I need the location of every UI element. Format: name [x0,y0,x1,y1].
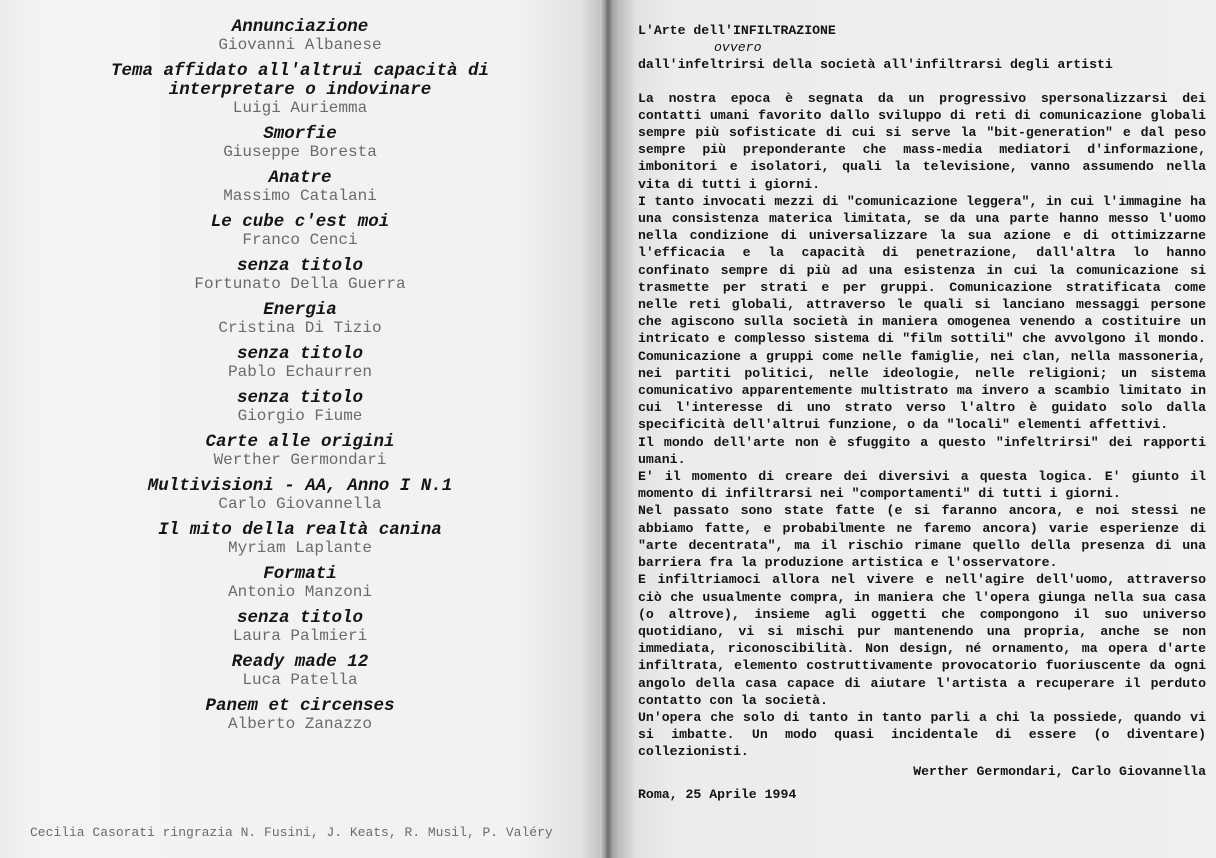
work-entry [60,257,540,293]
work-title: senza titolo [236,344,364,364]
work-title: Le cube c'est moi [210,212,390,232]
work-title: Smorfie [263,124,337,144]
essay-paragraph: E' il momento di creare dei diversivi a questa logica. E' giunto il momento di infiltrarsi nei "comportamenti" di tutti i giorni. [638,469,1206,502]
work-entry [60,609,540,645]
essay [638,22,1206,803]
essay-signature: Werther Germondari, Carlo Giovannella [913,763,1206,779]
work-entry [60,433,540,469]
work-title: Multivisioni - AA, Anno I N.1 [147,476,453,496]
work-title: Anatre [268,168,332,188]
work-title: senza titolo [236,608,364,628]
work-title: Il mito della realtà canina [158,520,442,540]
essay-title: L'Arte dell'INFILTRAZIONE [638,23,836,38]
works-list [60,18,540,741]
work-title: Annunciazione [231,17,369,37]
essay-paragraph: I tanto invocati mezzi di "comunicazione leggera", in cui l'immagine ha una consistenza materica limitata, se da una parte hanno messo l'uomo nella condizione di universalizzare la sua azione e di ottimizzarne l'efficacia e la capacità di penetrazione, dall'altra lo hanno confinato sempre di più ad una esistenza in cui la comunicazione si trasmette per strati e per gruppi. Comunicazione stratificata come nelle reti globali, attraverso le quali si lanciano messaggi persone che agiscono sulla società in maniera omogenea venendo a costituire un intricato e complesso sistema di "film sottili" che avvolgono il mondo. Comunicazione a gruppi come nelle famiglie, nei clan, nella massoneria, nei partiti politici, nelle ideologie, nelle religioni; un sistema comunicativo apparentemente multistrato ma invero a scambio limitato in cui l'interesse di uno strato verso l'altro è guidato solo dalla specificità dell'altrui funzione, o da "locali" elementi affettivi. [638,193,1206,433]
work-entry [60,389,540,425]
work-entry [60,345,540,381]
essay-paragraph: Nel passato sono state fatte (e si faranno ancora, e noi stessi ne abbiamo fatte, e probabilmente ne faremo ancora) varie esperienze di "arte decentrata", ma il rischio rimane quello della presenza di una barriera fra la produzione artistica e l'osservatore. [638,503,1206,571]
essay-paragraph: Il mondo dell'arte non è sfuggito a questo "infeltrirsi" dei rapporti umani. [638,434,1206,467]
work-author: Laura Palmieri [232,627,368,645]
work-author: Luigi Auriemma [232,99,368,117]
left-page [0,0,606,858]
work-author: Franco Cenci [242,231,358,249]
essay-paragraph: La nostra epoca è segnata da un progressivo spersonalizzarsi dei contatti umani favorito dallo sviluppo di reti di comunicazione globali sempre più sofisticate di cui si serve la "bit-generation" e dal peso sempre più preponderante che mass-media mediatori d'informazione, imbonitori e isolatori, quali la televisione, vanno assumendo nella vita di tutti i giorni. [638,90,1206,192]
work-entry [60,477,540,513]
work-entry [60,521,540,557]
work-entry [60,125,540,161]
work-author: Alberto Zanazzo [227,715,373,733]
work-title: Carte alle origini [205,432,395,452]
work-author: Fortunato Della Guerra [194,275,406,293]
essay-paragraph: Un'opera che solo di tanto in tanto parli a chi la possiede, quando vi si imbatte. Un modo quasi incidentale di essere (o diventare) collezionisti. [638,709,1206,760]
work-entry [60,653,540,689]
acknowledgements: Cecilia Casorati ringrazia N. Fusini, J. Keats, R. Musil, P. Valéry [30,825,553,840]
work-title: senza titolo [236,388,364,408]
work-author: Cristina Di Tizio [218,319,382,337]
work-entry [60,565,540,601]
work-entry [60,169,540,205]
book-gutter [600,0,614,858]
work-entry [60,301,540,337]
work-entry [60,18,540,54]
work-author: Massimo Catalani [223,187,377,205]
work-author: Antonio Manzoni [227,583,373,601]
work-entry [60,213,540,249]
work-author: Myriam Laplante [227,539,373,557]
work-author: Giorgio Fiume [237,407,363,425]
work-title: Ready made 12 [231,652,369,672]
essay-ovvero: ovvero [714,40,762,56]
work-title: senza titolo [236,256,364,276]
work-entry [60,697,540,733]
essay-place-date: Roma, 25 Aprile 1994 [638,786,797,802]
work-entry [60,62,540,117]
essay-subtitle: dall'infeltrirsi della società all'infiltrarsi degli artisti [638,57,1113,73]
essay-paragraph: E infiltriamoci allora nel vivere e nell'agire dell'uomo, attraverso ciò che usualmente compra, in maniera che l'opera giunga nella sua casa (o altrove), insieme agli oggetti che compongono il suo universo quotidiano, vi si mischi pur mantenendo una propria, anche se non immediata, riconoscibilità. Non design, né ornamento, ma opera d'arte infiltrata, elemento costruttivamente provocatorio fuoriuscente da ogni angolo della casa capace di aiutare l'artista a recuperare il perduto contatto con la società. [638,572,1206,708]
work-title: Tema affidato all'altrui capacità di interpretare o indovinare [110,61,490,100]
work-author: Luca Patella [242,671,358,689]
work-title: Energia [263,300,337,320]
work-author: Werther Germondari [213,451,387,469]
work-title: Panem et circenses [205,696,395,716]
work-author: Carlo Giovannella [218,495,382,513]
work-title: Formati [263,564,337,584]
work-author: Pablo Echaurren [227,363,373,381]
work-author: Giuseppe Boresta [223,143,377,161]
work-author: Giovanni Albanese [218,36,382,54]
